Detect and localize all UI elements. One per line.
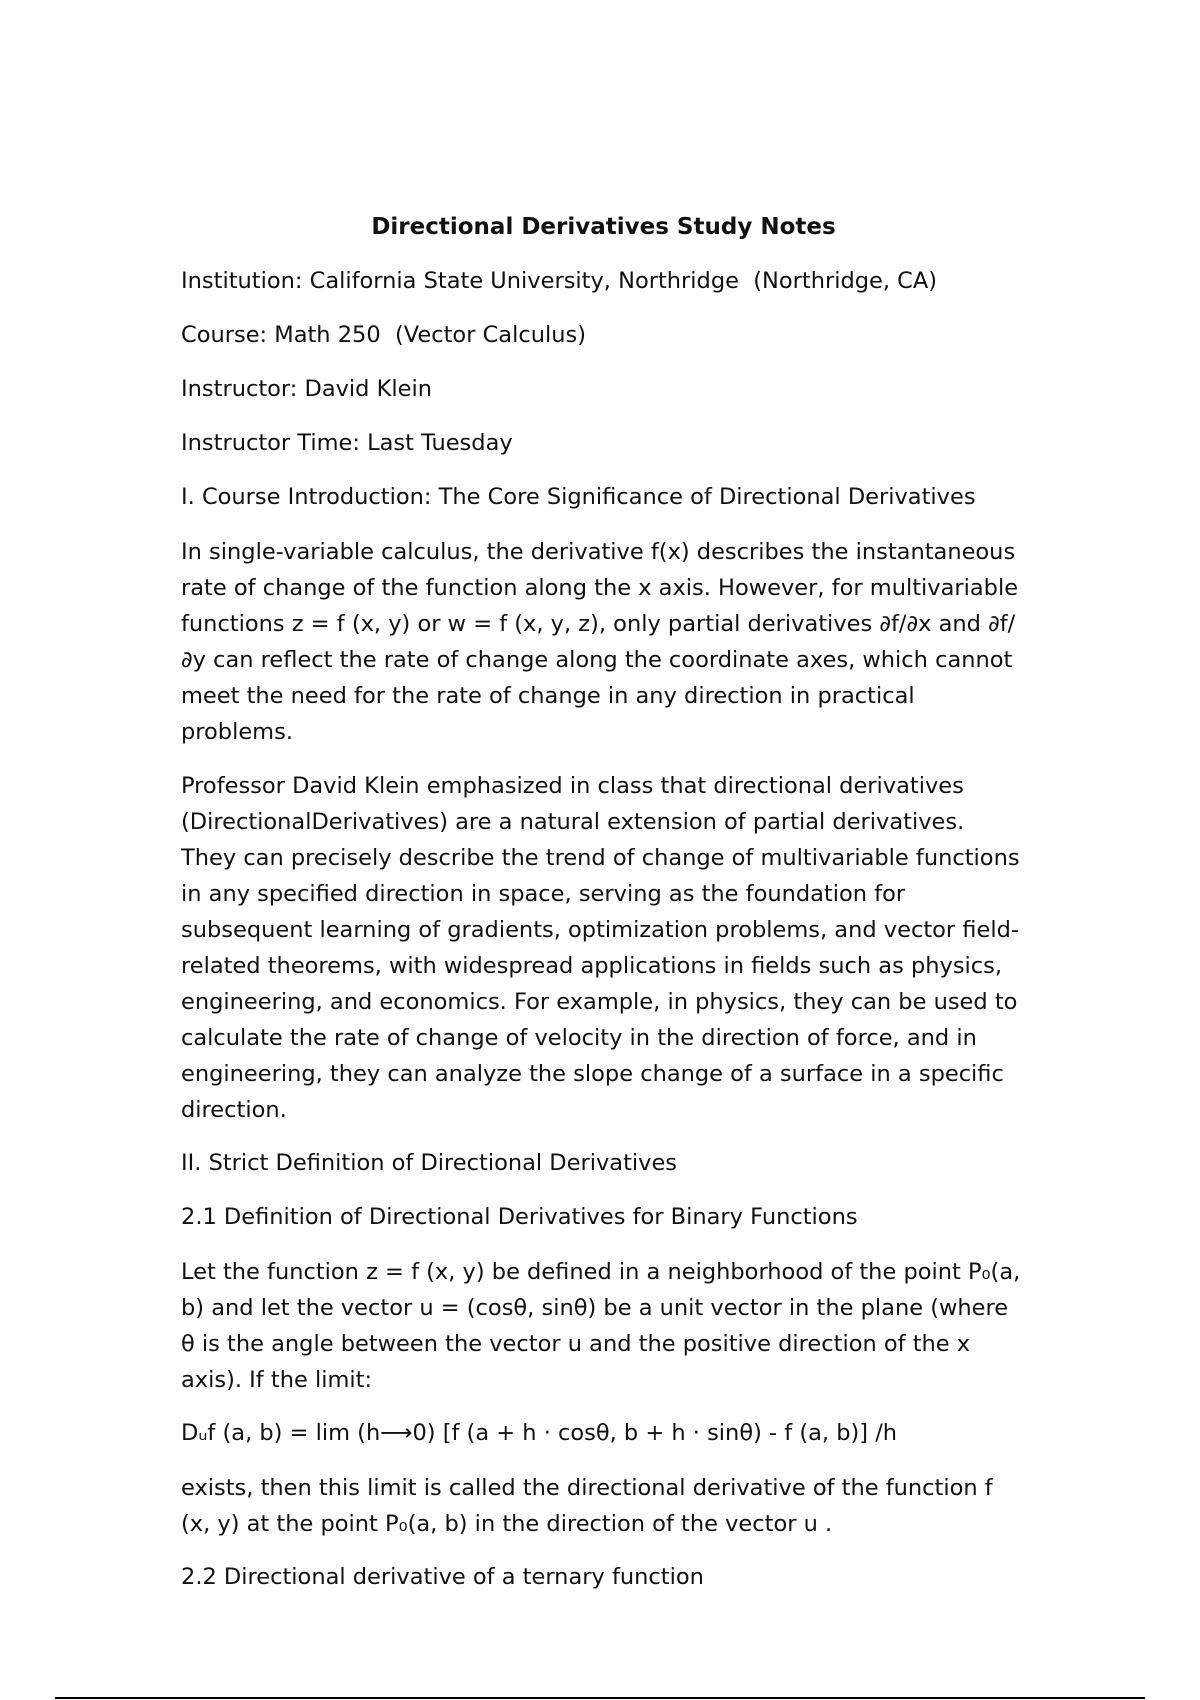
directional-derivative-formula: Dᵤf (a, b) = lim (h⟶0) [f (a + h · cosθ, b + h · sinθ) - f (a, b)] /h (181, 1420, 898, 1446)
section-2-heading: II. Strict Definition of Directional Derivatives (181, 1150, 678, 1176)
document-title: Directional Derivatives Study Notes (371, 214, 836, 240)
subsection-2-1-conclusion: exists, then this limit is called the directional derivative of the function f (x, y) at the point P₀(a, b) in the direction of the vector u . (181, 1475, 993, 1537)
instructor-line: Instructor: David Klein (181, 376, 432, 402)
instructor-time-line: Instructor Time: Last Tuesday (181, 430, 513, 456)
section-1-paragraph-2: Professor David Klein emphasized in class that directional derivatives (DirectionalDerivatives) are a natural extension of partial derivatives. They can precisely describe the trend of change of multivariable functions in any specified direction in space, serving as the foundation for subsequent learning of gradients, optimization problems, and vector field-related theorems, with widespread applications in fields such as physics, engineering, and economics. For example, in physics, they can be used to calculate the rate of change of velocity in the direction of force, and in engineering, they can analyze the slope change of a surface in a specific direction. (181, 773, 1020, 1123)
document-page (181, 210, 1026, 1614)
institution-line: Institution: California State University, Northridge (Northridge, CA) (181, 268, 938, 294)
course-line: Course: Math 250 (Vector Calculus) (181, 322, 586, 348)
subsection-2-1-paragraph: Let the function z = f (x, y) be defined in a neighborhood of the point P₀(a, b) and let the vector u = (cosθ, sinθ) be a unit vector in the plane (where θ is the angle between the vector u and the positive direction of the x axis). If the limit: (181, 1259, 1021, 1393)
page-bottom-rule (55, 1697, 1145, 1699)
section-1-heading: I. Course Introduction: The Core Significance of Directional Derivatives (181, 484, 976, 510)
section-1-paragraph-1: In single-variable calculus, the derivative f(x) describes the instantaneous rate of change of the function along the x axis. However, for multivariable functions z = f (x, y) or w = f (x, y, z), only partial derivatives ∂f/∂x and ∂f/∂y can reflect the rate of change along the coordinate axes, which cannot meet the need for the rate of change in any direction in practical problems. (181, 539, 1019, 745)
subsection-2-1-heading: 2.1 Definition of Directional Derivatives for Binary Functions (181, 1204, 858, 1230)
subsection-2-2-heading: 2.2 Directional derivative of a ternary function (181, 1564, 704, 1590)
